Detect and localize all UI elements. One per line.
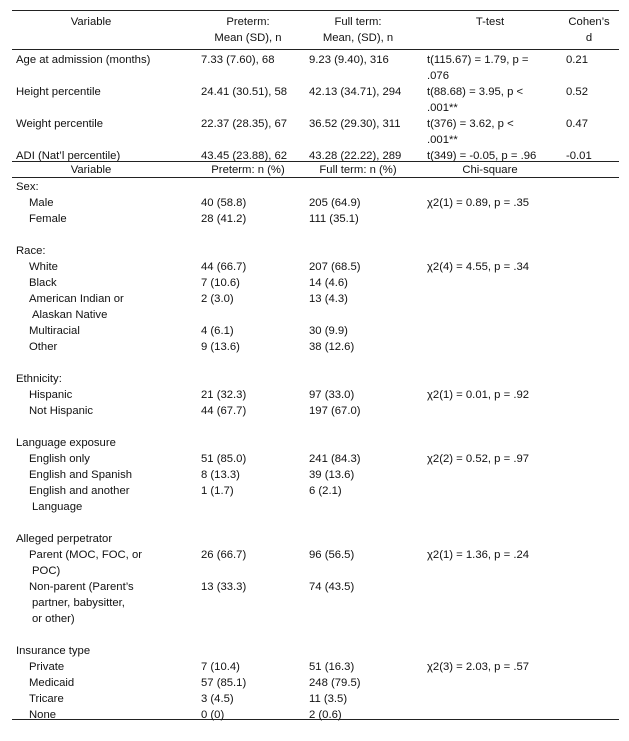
preterm-count: 3 (4.5) bbox=[201, 693, 234, 705]
ttest-value: .076 bbox=[427, 70, 449, 82]
preterm-value: 7.33 (7.60), 68 bbox=[201, 54, 275, 66]
column-header-ttest: T-test bbox=[475, 16, 505, 28]
preterm-count: 8 (13.3) bbox=[201, 469, 240, 481]
column-header-cohens-d: d bbox=[585, 32, 593, 44]
fullterm-count: 74 (43.5) bbox=[309, 581, 355, 593]
preterm-count: 1 (1.7) bbox=[201, 485, 234, 497]
group-label: Race: bbox=[16, 245, 46, 257]
fullterm-count: 2 (0.6) bbox=[309, 709, 342, 721]
category-label: Male bbox=[29, 197, 54, 209]
table-bottom-rule bbox=[12, 719, 619, 720]
fullterm-count: 39 (13.6) bbox=[309, 469, 355, 481]
fullterm-count: 207 (68.5) bbox=[309, 261, 361, 273]
category-label: Female bbox=[29, 213, 67, 225]
chi-square-value: χ2(1) = 0.89, p = .35 bbox=[427, 197, 530, 209]
fullterm-count: 11 (3.5) bbox=[309, 693, 348, 705]
fullterm-count: 30 (9.9) bbox=[309, 325, 348, 337]
preterm-count: 44 (66.7) bbox=[201, 261, 247, 273]
category-label: Parent (MOC, FOC, or bbox=[29, 549, 142, 561]
fullterm-count: 241 (84.3) bbox=[309, 453, 361, 465]
preterm-count: 0 (0) bbox=[201, 709, 225, 721]
ttest-value: .001** bbox=[427, 102, 458, 114]
table-top-rule bbox=[12, 10, 619, 11]
header-rule bbox=[12, 49, 619, 50]
row-label: ADI (Nat’l percentile) bbox=[16, 150, 121, 162]
chi-square-value: χ2(2) = 0.52, p = .97 bbox=[427, 453, 530, 465]
category-label: White bbox=[29, 261, 58, 273]
category-label: partner, babysitter, bbox=[32, 597, 125, 609]
chi-square-value: χ2(4) = 4.55, p = .34 bbox=[427, 261, 530, 273]
fullterm-value: 9.23 (9.40), 316 bbox=[309, 54, 389, 66]
fullterm-count: 97 (33.0) bbox=[309, 389, 355, 401]
column-header-chi-square: Chi-square bbox=[462, 164, 518, 176]
preterm-value: 24.41 (30.51), 58 bbox=[201, 86, 288, 98]
preterm-count: 44 (67.7) bbox=[201, 405, 247, 417]
fullterm-count: 51 (16.3) bbox=[309, 661, 355, 673]
chi-square-value: χ2(3) = 2.03, p = .57 bbox=[427, 661, 530, 673]
row-label: Age at admission (months) bbox=[16, 54, 151, 66]
fullterm-count: 111 (35.1) bbox=[309, 213, 359, 225]
cohens-d-value: 0.47 bbox=[566, 118, 588, 130]
column-header-variable: Variable bbox=[70, 16, 112, 28]
category-label: Medicaid bbox=[29, 677, 75, 689]
header-rule bbox=[12, 177, 619, 178]
preterm-value: 43.45 (23.88), 62 bbox=[201, 150, 288, 162]
row-label: Height percentile bbox=[16, 86, 101, 98]
category-label: American Indian or bbox=[29, 293, 124, 305]
row-label: Weight percentile bbox=[16, 118, 104, 130]
category-label: Other bbox=[29, 341, 58, 353]
chi-square-value: χ2(1) = 0.01, p = .92 bbox=[427, 389, 530, 401]
cohens-d-value: 0.52 bbox=[566, 86, 588, 98]
category-label: Not Hispanic bbox=[29, 405, 94, 417]
category-label: Private bbox=[29, 661, 65, 673]
group-label: Ethnicity: bbox=[16, 373, 62, 385]
fullterm-count: 14 (4.6) bbox=[309, 277, 348, 289]
category-label: or other) bbox=[32, 613, 75, 625]
ttest-value: t(376) = 3.62, p < bbox=[427, 118, 514, 130]
preterm-count: 13 (33.3) bbox=[201, 581, 247, 593]
fullterm-value: 36.52 (29.30), 311 bbox=[309, 118, 401, 130]
category-label: Multiracial bbox=[29, 325, 80, 337]
category-label: Alaskan Native bbox=[32, 309, 108, 321]
preterm-count: 28 (41.2) bbox=[201, 213, 247, 225]
chi-square-value: χ2(1) = 1.36, p = .24 bbox=[427, 549, 530, 561]
fullterm-count: 6 (2.1) bbox=[309, 485, 342, 497]
column-header-cohens-d: Cohen’s bbox=[568, 16, 610, 28]
preterm-count: 7 (10.4) bbox=[201, 661, 240, 673]
category-label: None bbox=[29, 709, 57, 721]
preterm-count: 57 (85.1) bbox=[201, 677, 247, 689]
preterm-count: 9 (13.6) bbox=[201, 341, 240, 353]
category-label: English only bbox=[29, 453, 90, 465]
group-label: Alleged perpetrator bbox=[16, 533, 113, 545]
fullterm-value: 43.28 (22.22), 289 bbox=[309, 150, 402, 162]
category-label: English and another bbox=[29, 485, 130, 497]
category-label: Tricare bbox=[29, 693, 64, 705]
group-label: Language exposure bbox=[16, 437, 116, 449]
ttest-value: t(88.68) = 3.95, p < bbox=[427, 86, 524, 98]
category-label: English and Spanish bbox=[29, 469, 133, 481]
group-label: Insurance type bbox=[16, 645, 91, 657]
ttest-value: t(115.67) = 1.79, p = bbox=[427, 54, 529, 66]
preterm-count: 4 (6.1) bbox=[201, 325, 234, 337]
column-header-preterm-n: Preterm: n (%) bbox=[211, 164, 285, 176]
column-header-fullterm-n: Full term: n (%) bbox=[319, 164, 397, 176]
fullterm-count: 13 (4.3) bbox=[309, 293, 348, 305]
column-header-fullterm: Full term: bbox=[334, 16, 382, 28]
ttest-value: t(349) = -0.05, p = .96 bbox=[427, 150, 537, 162]
preterm-count: 51 (85.0) bbox=[201, 453, 247, 465]
column-header-preterm: Mean (SD), n bbox=[214, 32, 282, 44]
category-label: Non-parent (Parent’s bbox=[29, 581, 134, 593]
cohens-d-value: -0.01 bbox=[566, 150, 592, 162]
preterm-count: 2 (3.0) bbox=[201, 293, 234, 305]
fullterm-count: 197 (67.0) bbox=[309, 405, 361, 417]
group-label: Sex: bbox=[16, 181, 39, 193]
cohens-d-value: 0.21 bbox=[566, 54, 588, 66]
fullterm-count: 248 (79.5) bbox=[309, 677, 361, 689]
category-label: Black bbox=[29, 277, 57, 289]
column-header-preterm: Preterm: bbox=[226, 16, 270, 28]
category-label: Language bbox=[32, 501, 83, 513]
ttest-value: .001** bbox=[427, 134, 458, 146]
preterm-count: 7 (10.6) bbox=[201, 277, 240, 289]
fullterm-count: 38 (12.6) bbox=[309, 341, 355, 353]
column-header-variable: Variable bbox=[70, 164, 112, 176]
column-header-fullterm: Mean, (SD), n bbox=[322, 32, 394, 44]
fullterm-count: 96 (56.5) bbox=[309, 549, 355, 561]
preterm-count: 21 (32.3) bbox=[201, 389, 247, 401]
category-label: POC) bbox=[32, 565, 61, 577]
preterm-value: 22.37 (28.35), 67 bbox=[201, 118, 288, 130]
category-label: Hispanic bbox=[29, 389, 73, 401]
preterm-count: 40 (58.8) bbox=[201, 197, 247, 209]
fullterm-count: 205 (64.9) bbox=[309, 197, 361, 209]
fullterm-value: 42.13 (34.71), 294 bbox=[309, 86, 402, 98]
preterm-count: 26 (66.7) bbox=[201, 549, 247, 561]
